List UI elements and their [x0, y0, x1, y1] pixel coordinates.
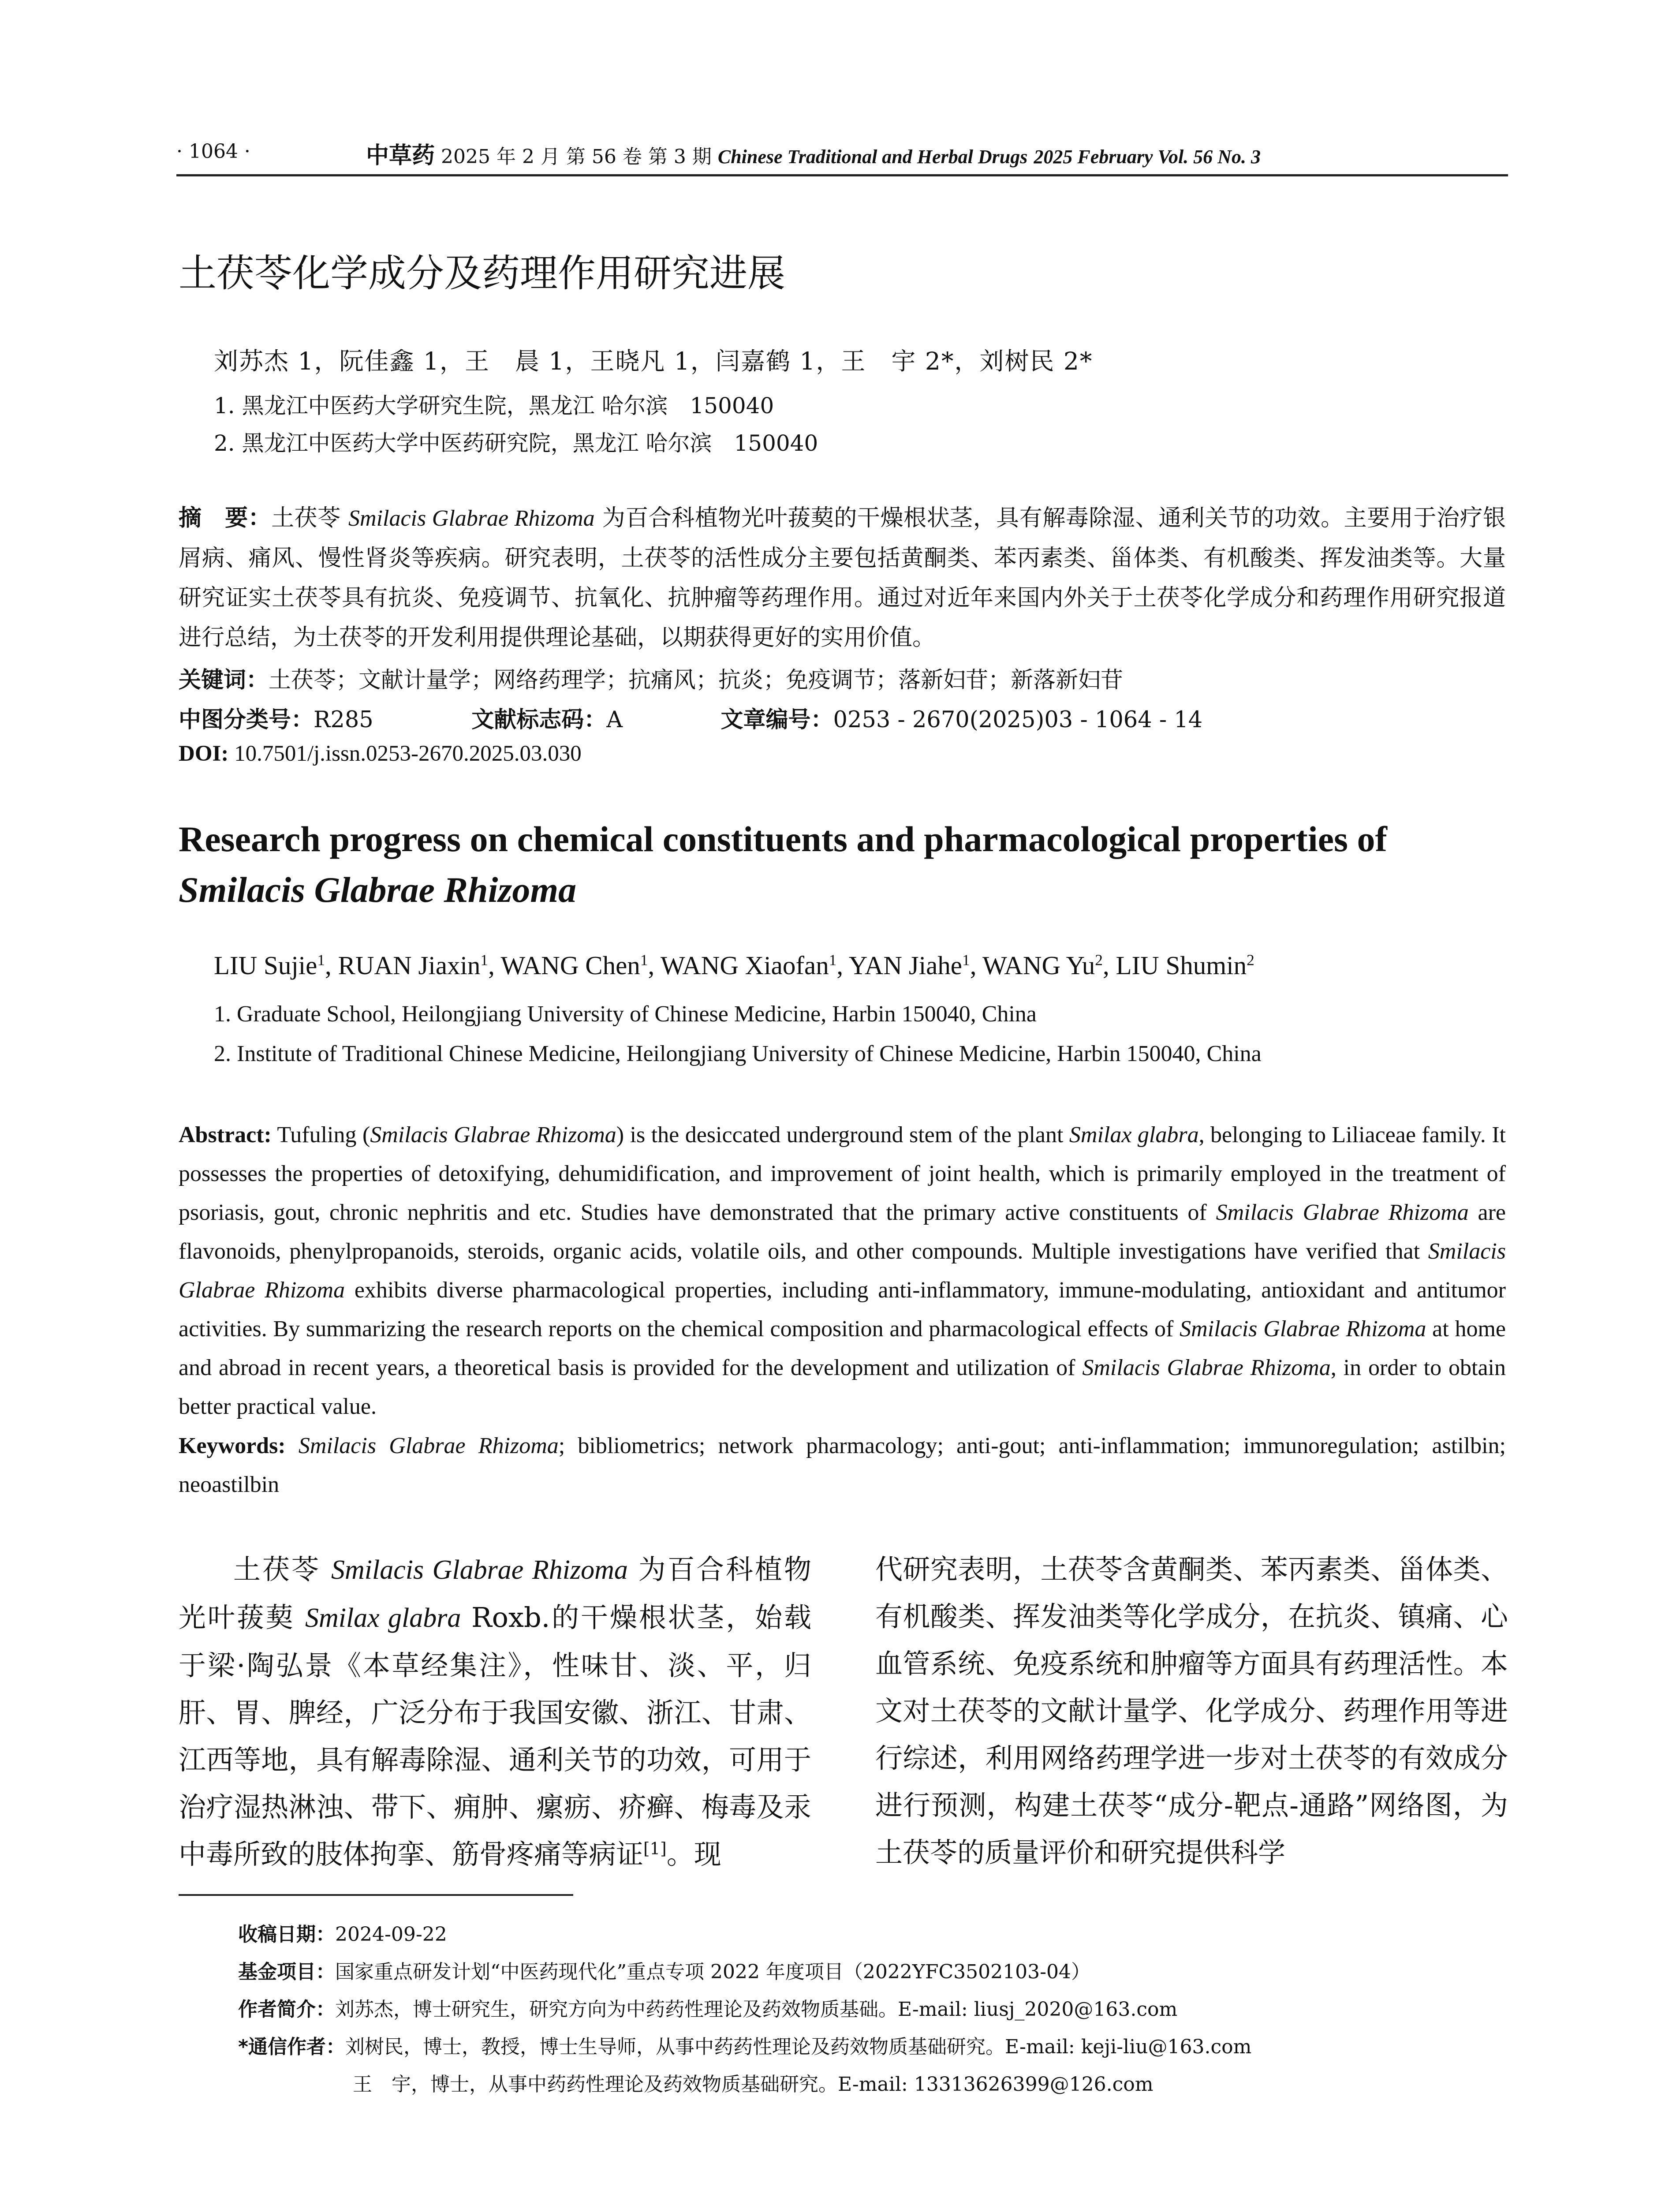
keywords-cn: 关键词：土茯苓；文献计量学；网络药理学；抗痛风；抗炎；免疫调节；落新妇苷；新落新妇苷: [179, 667, 1124, 693]
footnote-bio: 作者简介：刘苏杰，博士研究生，研究方向为中药药性理论及药效物质基础。E-mail: liusj_2020@163.com: [238, 1998, 1178, 2021]
author-en: WANG Chen$^1$: [500, 951, 648, 980]
abstract-en: Abstract: Tufuling (Smilacis Glabrae Rhizoma) is the desiccated underground stem of the plant Smilax glabra, belonging to Liliaceae family. It possesses the properties of detoxifying, dehumidification, and improvement of joint health, which is primarily employed in the treatment of psoriasis, gout, chronic nephritis and etc. Studies have demonstrated that the primary active constituents of Smilacis Glabrae Rhizoma are flavonoids, phenylpropanoids, steroids, organic acids, volatile oils, and other compounds. Multiple investigations have verified that Smilacis Glabrae Rhizoma exhibits diverse pharmacological properties, including anti-inflammatory, immune-modulating, antioxidant and antitumor activities. By summarizing the research reports on the chemical composition and pharmacological effects of Smilacis Glabrae Rhizoma at home and abroad in recent years, a theoretical basis is provided for the development and utilization of Smilacis Glabrae Rhizoma, in order to obtain better practical value.: [179, 1122, 1506, 1419]
journal-en: Chinese Traditional and Herbal Drugs: [717, 146, 1028, 168]
title-en: Research progress on chemical constituents and pharmacological properties of Smilacis Glabrae Rhizoma: [179, 819, 1387, 910]
title-cn: 土茯苓化学成分及药理作用研究进展: [179, 251, 785, 295]
authors-en: LIU Sujie$^1$, RUAN Jiaxin$^1$, WANG Chen$^1$, WANG Xiaofan$^1$, YAN Jiahe$^1$, WANG Yu$^2$, LIU Shumin$^2$: [214, 951, 1254, 980]
footnote-corresponding: *通信作者：刘树民，博士，教授，博士生导师，从事中药药性理论及药效物质基础研究。E-mail: keji-liu@163.com: [238, 2036, 1252, 2058]
journal-brand: 中草药: [366, 142, 435, 169]
keywords-en: Keywords: Smilacis Glabrae Rhizoma; bibliometrics; network pharmacology; anti-gout; anti-inflammation; immunoregulation; astilbin; neoastilbin: [179, 1433, 1506, 1497]
issue-en: 2025 February Vol. 56 No. 3: [1034, 146, 1261, 168]
affiliation-en-2: 2. Institute of Traditional Chinese Medicine, Heilongjiang University of Chinese Medicine, Harbin 150040, China: [214, 1041, 1262, 1066]
citation-ref[interactable]: [1]: [643, 1839, 667, 1858]
abstract-en-label: Abstract:: [179, 1122, 272, 1147]
classification-line: 中图分类号：R285 文献标志码：A 文章编号：0253 - 2670(2025)03 - 1064 - 14: [179, 707, 1203, 733]
abstract-cn-label: 摘 要：: [179, 505, 272, 531]
author-en: LIU Shumin$^2$: [1116, 951, 1254, 980]
doi-line: DOI: 10.7501/j.issn.0253-2670.2025.03.030: [179, 741, 582, 766]
affiliation-cn-2: 2. 黑龙江中医药大学中医药研究院，黑龙江 哈尔滨 150040: [214, 430, 818, 456]
author-en: RUAN Jiaxin$^1$: [338, 951, 489, 980]
footnote-fund: 基金项目：国家重点研发计划“中医药现代化”重点专项 2022 年度项目（2022YFC3502103-04）: [238, 1961, 1090, 1983]
issue-cn: 2025 年 2 月 第 56 卷 第 3 期: [441, 146, 712, 168]
body-column-right: 代研究表明，土茯苓含黄酮类、苯丙素类、甾体类、有机酸类、挥发油类等化学成分，在抗炎、镇痛、心血管系统、免疫系统和肿瘤等方面具有药理活性。本文对土茯苓的文献计量学、化学成分、药理作用等进行综述，利用网络药理学进一步对土茯苓的有效成分进行预测，构建土茯苓“成分-靶点-通路”网络图，为土茯苓的质量评价和研究提供科学: [875, 1553, 1508, 1869]
footnote-rule: [179, 1894, 573, 1896]
author-en: WANG Yu$^2$: [982, 951, 1103, 980]
abstract-cn: 摘 要：土茯苓 Smilacis Glabrae Rhizoma 为百合科植物光叶菝葜的干燥根状茎，具有解毒除湿、通利关节的功效。主要用于治疗银屑病、痛风、慢性肾炎等疾病。研究表明，土茯苓的活性成分主要包括黄酮类、苯丙素类、甾体类、有机酸类、挥发油类等。大量研究证实土茯苓具有抗炎、免疫调节、抗氧化、抗肿瘤等药理作用。通过对近年来国内外关于土茯苓化学成分和药理作用研究报道进行总结，为土茯苓的开发利用提供理论基础，以期获得更好的实用价值。: [179, 505, 1506, 651]
footnote-received: 收稿日期：2024-09-22: [238, 1923, 447, 1946]
author-en: WANG Xiaofan$^1$: [660, 951, 837, 980]
affiliation-en-1: 1. Graduate School, Heilongjiang University of Chinese Medicine, Harbin 150040, China: [214, 1002, 1037, 1027]
body-column-left: 土茯苓 Smilacis Glabrae Rhizoma 为百合科植物光叶菝葜 Smilax glabra Roxb.的干燥根状茎，始载于梁·陶弘景《本草经集注》，性味甘、淡、平，归肝、胃、脾经，广泛分布于我国安徽、浙江、甘肃、江西等地，具有解毒除湿、通利关节的功效，可用于治疗湿热淋浊、带下、痈肿、瘰疬、疥癣、梅毒及汞中毒所致的肢体拘挛、筋骨疼痛等病证[1]。现: [179, 1553, 811, 1870]
authors-cn: 刘苏杰 1，阮佳鑫 1，王 晨 1，王晓凡 1，闫嘉鹤 1，王 宇 2*，刘树民 2*: [214, 347, 1093, 375]
author-en: YAN Jiahe$^1$: [848, 951, 970, 980]
affiliation-cn-1: 1. 黑龙江中医药大学研究生院，黑龙江 哈尔滨 150040: [214, 393, 774, 419]
footnote-corresponding-2: 王 宇，博士，从事中药药性理论及药效物质基础研究。E-mail: 13313626399@126.com: [353, 2073, 1154, 2096]
header-rule: [176, 174, 1508, 176]
author-en: LIU Sujie$^1$: [214, 951, 325, 980]
running-header: [366, 137, 1261, 170]
doi-link[interactable]: 10.7501/j.issn.0253-2670.2025.03.030: [234, 741, 582, 766]
page-number: · 1064 ·: [176, 140, 250, 163]
